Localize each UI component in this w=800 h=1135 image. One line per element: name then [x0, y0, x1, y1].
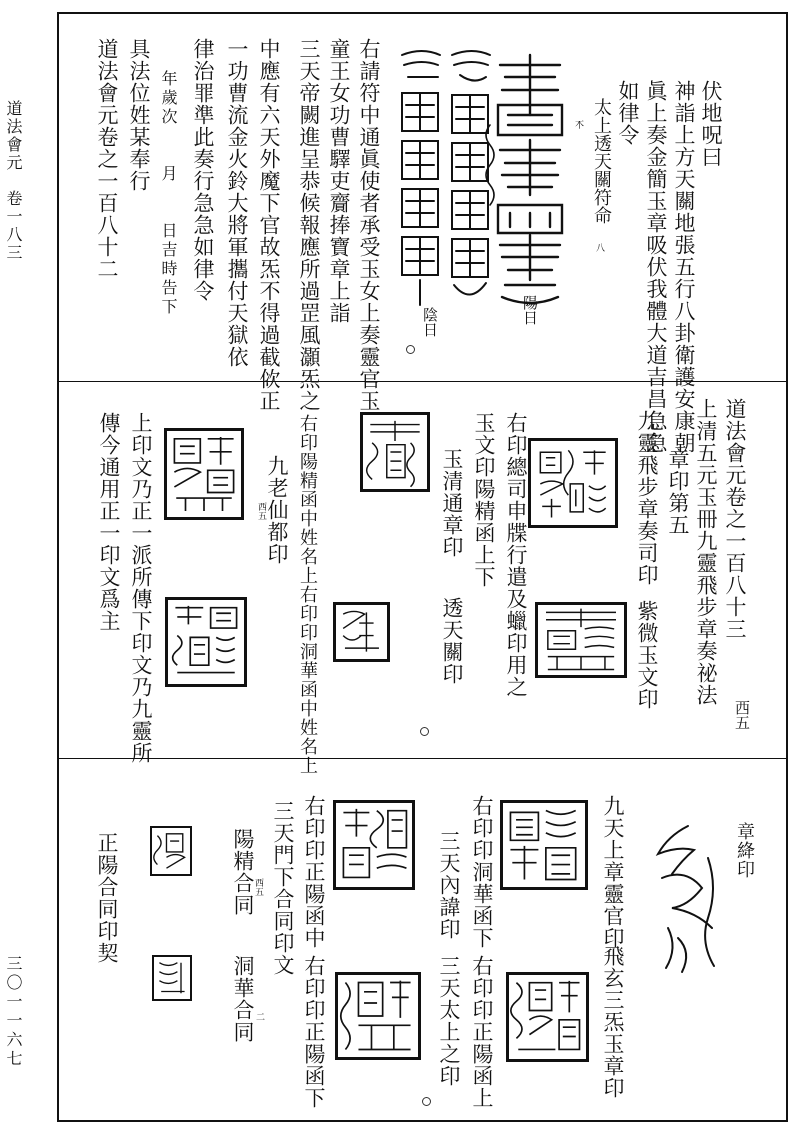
seal-note-yangjing: 右印陽精函中姓名上	[297, 414, 318, 585]
seal-toutianguan-stamp	[333, 602, 390, 662]
seal-donghua-hetong-stamp	[152, 955, 192, 1001]
talisman-mark-yang: 陽日	[521, 295, 539, 325]
incantation-line-3: 如律令	[616, 80, 640, 146]
upper-officiant-line: 具法位姓某奉行	[127, 38, 151, 192]
mark-xiwu-lower: 西五	[253, 878, 263, 896]
seal-caption-toutianguan: 透天關印	[440, 597, 464, 685]
seal-caption-zhangjiang: 章絳印	[734, 822, 755, 879]
seal-caption-taishang: 三天太上之印	[437, 955, 461, 1087]
zhangjiang-seal-script	[648, 818, 730, 978]
talisman-small-note: 𣎴	[573, 120, 583, 129]
upper-right-text-2: 童王女功曹驛吏齎捧寶章上詣	[327, 38, 351, 324]
talisman-drawing	[390, 35, 583, 320]
middle-closing-line-2: 傳今通用正一印文爲主	[97, 412, 121, 632]
seal-taishang-stamp	[335, 972, 421, 1060]
talisman-mark-eight: 八	[594, 243, 604, 252]
chapter-title: 道法會元卷之一百八十三	[723, 398, 747, 640]
seal-feixuan-stamp	[506, 972, 589, 1062]
method-title: 上清五元玉冊九靈飛步章奏祕法	[694, 398, 718, 706]
binding-hole-lower	[422, 1097, 431, 1106]
seal-ziwei-stamp	[535, 602, 627, 678]
seal-yangjing-hetong-stamp	[150, 826, 192, 876]
seal-caption-ziwei: 紫微玉文印	[635, 600, 659, 710]
seal-note-donghua: 右印印洞華函中姓名上	[297, 585, 318, 775]
incantation-title: 伏地呪曰	[699, 80, 723, 168]
seal-caption-jiuling: 九靈飛步章奏司印	[635, 410, 659, 586]
margin-page-number: 三〇一一六七	[4, 955, 23, 1069]
seal-caption-santianmen: 三天門下合同印文	[271, 800, 295, 976]
binding-hole-upper	[406, 345, 415, 354]
incantation-line-1: 神詣上方天關地張五行八卦衛護安康朝	[672, 80, 696, 454]
seal-note-zhengyang-lower: 右印印正陽函下	[302, 955, 326, 1109]
upper-right-text-3: 三天帝闕進呈恭候報應所過罡風灝炁之	[297, 38, 321, 412]
incantation-line-2: 眞上奏金簡玉章吸伏我體大道吉昌急急	[644, 80, 668, 454]
upper-chapter-end: 道法會元卷之一百八十二	[95, 38, 119, 280]
seal-note-zongsi: 右印總司申牒行遣及蠟印用之	[504, 412, 528, 698]
section-divider-lower	[57, 758, 788, 759]
seal-note-zhengyang-upper: 右印印正陽函上	[470, 955, 494, 1109]
mark-xiwu-small: 西五	[256, 502, 266, 520]
seal-caption-neihui: 三天內諱印	[437, 830, 461, 940]
seal-caption-jiutian: 九天上章靈官印	[601, 795, 625, 949]
seal-caption-feixuan: 飛玄三炁玉章印	[601, 945, 625, 1099]
seal-caption-jiulao: 九老仙都印	[265, 455, 289, 565]
mark-xiwu: 西五	[733, 700, 751, 730]
upper-right-text-1: 右請符中通眞使者承受玉女上奏靈官玉	[357, 38, 381, 412]
seal-note-donghua-lower: 右印印洞華函下	[470, 795, 494, 949]
upper-right-text-6: 律治罪準此奏行急急如律令	[191, 38, 215, 302]
seal-caption-yangjing-hetong: 陽精合同	[231, 828, 255, 916]
upper-date-line: 年歲次 月 日吉時告下	[159, 70, 178, 317]
seal-jiutian-stamp	[500, 800, 588, 890]
seal-neihui-stamp	[333, 800, 415, 890]
seal-jiuling-stamp	[528, 438, 618, 528]
binding-hole-middle	[420, 727, 429, 736]
mark-two: 二	[254, 1012, 264, 1021]
section-title-seals: 章印第五	[666, 448, 690, 536]
middle-closing-line-1: 上印文乃正一派所傳下印文乃九靈所	[129, 412, 153, 764]
seal-note-zhengyang-middle: 右印印正陽函中	[302, 795, 326, 949]
upper-right-text-5: 一功曹流金火鈴大將軍攜付天獄依	[225, 38, 249, 368]
seal-yuqing-stamp	[360, 412, 430, 492]
talisman-mark-yin: 陰日	[421, 307, 439, 337]
upper-right-text-4: 中應有六天外魔下官故炁不得過截佽正	[257, 38, 281, 412]
seal-caption-zhengyang-hetong: 正陽合同印契	[95, 832, 119, 964]
seal-caption-donghua-hetong: 洞華合同	[231, 955, 255, 1043]
seal-lower-left-stamp	[165, 597, 247, 687]
seal-upper-left-stamp	[164, 428, 244, 520]
seal-caption-yuqing: 玉清通章印	[440, 448, 464, 558]
seal-note-yujing: 玉文印陽精函上下	[472, 412, 496, 588]
talisman-label: 太上透天關符命	[591, 98, 612, 224]
margin-book-title: 道法會元 卷一八三	[4, 100, 23, 262]
